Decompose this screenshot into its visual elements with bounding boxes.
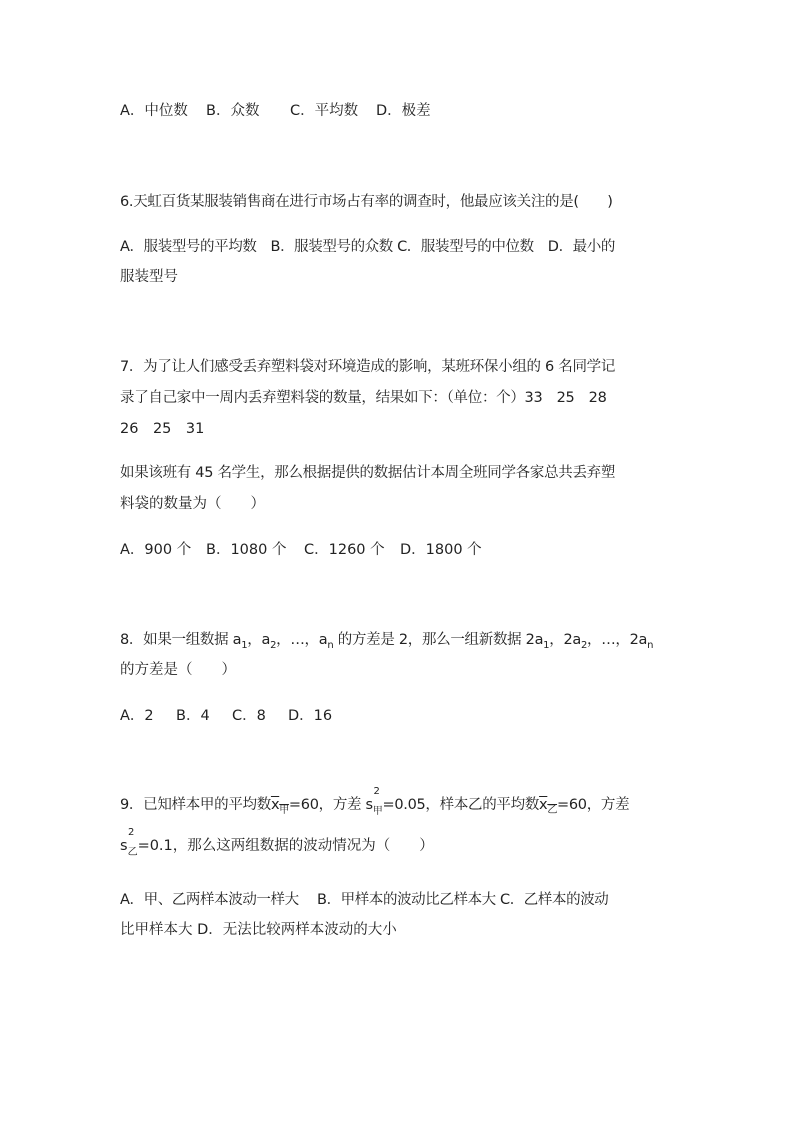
q6-options-line2: 服装型号 xyxy=(120,269,178,285)
q8-sub-1b: 1 xyxy=(543,639,550,651)
q8-comma: ， xyxy=(247,632,262,648)
q8-options xyxy=(120,706,680,726)
q7-stem-line4: 如果该班有 45 名学生，那么根据提供的数据估计本周全班同学各家总共丢弃塑 xyxy=(120,465,616,481)
q8-2an: 2a xyxy=(629,632,648,648)
q9-stem-line1 xyxy=(120,786,680,821)
q8-stem-mid: 的方差是 2，那么一组新数据 2a xyxy=(333,632,544,648)
q7-option-c: C．1260 个 xyxy=(304,542,385,558)
q8-dots-b: ，…， xyxy=(587,632,630,648)
q9-options-line1: A．甲、乙两样本波动一样大 B．甲样本的波动比乙样本大 C．乙样本的波动 xyxy=(120,892,609,908)
q6-stem: 6.天虹百货某服装销售商在进行市场占有率的调查时，他最应该关注的是( ) xyxy=(120,194,613,210)
q9-options-line2: 比甲样本大 D．无法比较两样本波动的大小 xyxy=(120,922,397,938)
q7-stem-line5: 料袋的数量为（ ） xyxy=(120,496,265,512)
q9-stem-line2 xyxy=(120,827,680,858)
q9-sq-1: 2 xyxy=(373,786,380,797)
q8-dots: ，…， xyxy=(276,632,319,648)
q7-options xyxy=(120,540,680,560)
q5-option-d: D．极差 xyxy=(376,103,431,119)
q9-sq-2: 2 xyxy=(128,827,135,838)
q7-option-b: B．1080 个 xyxy=(206,542,287,558)
q8-sub-2: 2 xyxy=(270,639,277,651)
q9-sub-yi: 乙 xyxy=(547,804,558,816)
q9-s-2: s xyxy=(120,838,128,854)
q8-option-c: C．8 xyxy=(232,708,266,724)
q8-sub-2b: 2 xyxy=(580,639,588,651)
q7-stem-line1: 7．为了让人们感受丢弃塑料袋对环境造成的影响，某班环保小组的 6 名同学记 xyxy=(120,359,616,375)
q7-option-d: D．1800 个 xyxy=(400,542,482,558)
q8-option-a: A．2 xyxy=(120,708,154,724)
q9-text-5: =0.1，那么这两组数据的波动情况为（ ） xyxy=(137,838,434,854)
q9-s2-yi xyxy=(120,827,138,858)
q9-sub-jia-2: 甲 xyxy=(372,806,383,817)
q9-text-1: 9．已知样本甲的平均数 xyxy=(120,797,271,813)
q5-option-c: C．平均数 xyxy=(290,103,359,119)
q8-a2: a xyxy=(261,632,271,648)
q9-text-2: =60，方差 xyxy=(288,797,366,813)
q5-option-b: B．众数 xyxy=(206,103,260,119)
q5-options xyxy=(120,101,680,121)
q9-sub-yi-2: 乙 xyxy=(127,847,138,858)
q8-stem-start: 8．如果一组数据 a xyxy=(120,632,242,648)
q8-stem-line2: 的方差是（ ） xyxy=(120,662,236,678)
q8-sub-1: 1 xyxy=(241,639,248,651)
q8-stem-line1 xyxy=(120,630,680,656)
q9-xbar-yi xyxy=(539,797,558,816)
q8-sub-n: n xyxy=(327,639,334,651)
q9-xbar-jia xyxy=(270,797,289,816)
q7-stem-line2: 录了自己家中一周内丢弃塑料袋的数量，结果如下：（单位：个）33 25 28 xyxy=(120,390,607,406)
q8-option-b: B．4 xyxy=(176,708,210,724)
q8-option-d: D．16 xyxy=(288,708,333,724)
q9-sub-jia: 甲 xyxy=(279,804,289,816)
q9-text-4: =60，方差 xyxy=(557,797,630,813)
q9-x-1: x xyxy=(270,797,280,813)
q9-text-3: =0.05，样本乙的平均数 xyxy=(382,797,540,813)
q9-s-1: s xyxy=(365,797,373,813)
q8-2a2: 2a xyxy=(563,632,581,648)
q7-stem-line3: 26 25 31 xyxy=(120,421,205,437)
q6-options-line1: A．服装型号的平均数 B．服装型号的众数 C．服装型号的中位数 D．最小的 xyxy=(120,239,615,255)
q8-comma-b: ， xyxy=(549,632,564,648)
q8-sub-nb: n xyxy=(647,639,654,651)
q7-option-a: A．900 个 xyxy=(120,542,192,558)
q5-option-a: A．中位数 xyxy=(120,103,188,119)
q9-s2-jia xyxy=(365,786,383,817)
q8-an: a xyxy=(318,632,328,648)
q9-x-2: x xyxy=(539,797,548,813)
